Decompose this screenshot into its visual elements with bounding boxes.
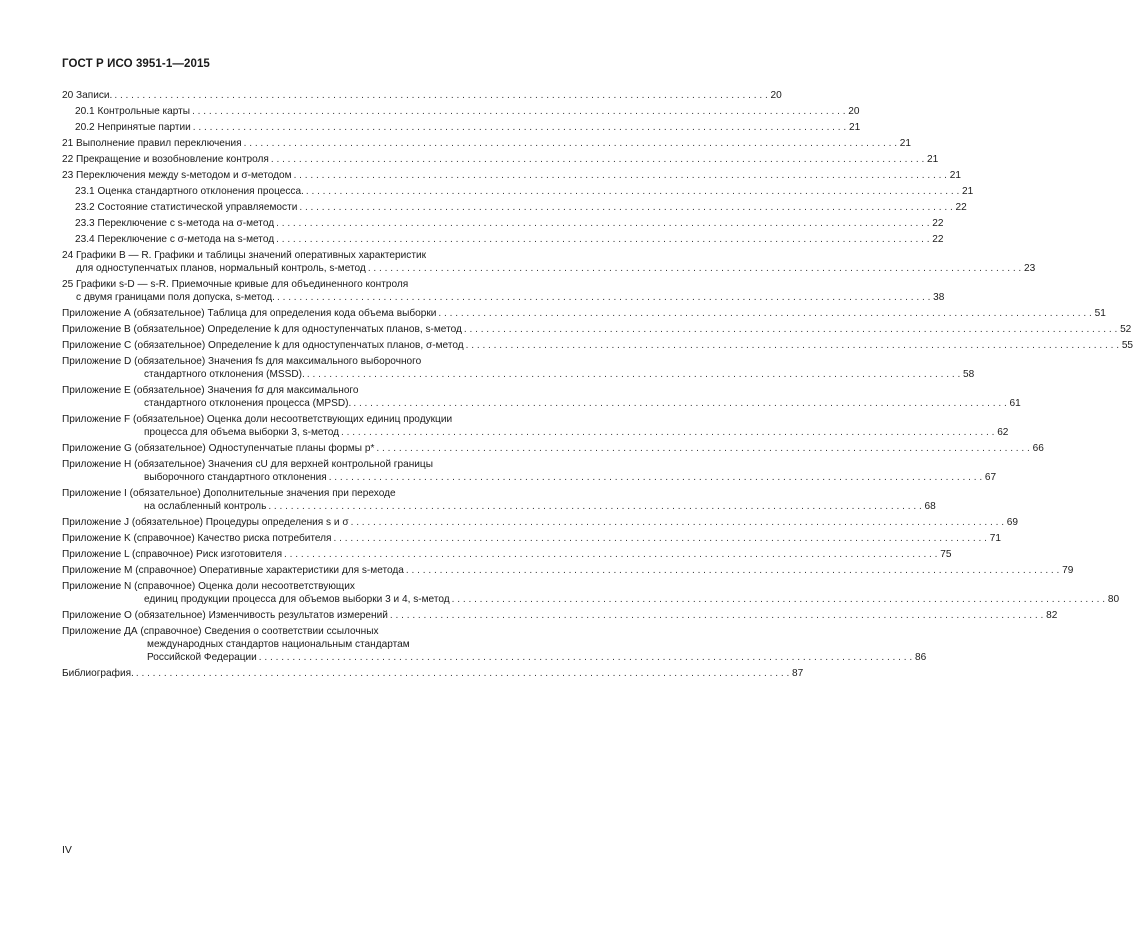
toc-entry-title: выборочного стандартного отклонения <box>144 472 327 483</box>
toc-entry-title: Приложение D (обязательное) Значения fs для максимального выборочного <box>62 356 422 367</box>
toc-line <box>62 323 1132 336</box>
toc-line <box>62 532 1001 545</box>
toc-entry[interactable] <box>62 89 782 102</box>
toc-entry-title: 21 Выполнение правил переключения <box>62 138 242 149</box>
toc-page-number: 67 <box>984 472 997 483</box>
toc-line <box>62 153 939 166</box>
toc-line <box>62 233 944 246</box>
toc-entry[interactable] <box>62 323 1132 336</box>
toc-line <box>62 471 997 484</box>
toc-page-number: 80 <box>1107 594 1120 605</box>
toc-entry[interactable] <box>62 137 912 150</box>
toc-line <box>62 89 782 102</box>
toc-entry[interactable] <box>62 249 1036 275</box>
toc-entry[interactable] <box>62 625 927 664</box>
toc-entry[interactable] <box>62 278 945 304</box>
document-header: ГОСТ Р ИСО 3951-1—2015 <box>62 58 210 70</box>
toc-line <box>62 500 936 513</box>
toc-entry[interactable] <box>62 487 936 513</box>
dot-leader <box>306 185 959 198</box>
table-of-contents <box>62 89 1133 683</box>
toc-line <box>62 667 804 680</box>
toc-line <box>62 548 952 561</box>
toc-entry-title: Приложение K (справочное) Качество риска потребителя <box>62 533 332 544</box>
dot-leader <box>268 500 921 513</box>
toc-entry-title: стандартного отклонения (MSSD). <box>144 369 305 380</box>
toc-entry-title: Приложение N (справочное) Оценка доли несоответствующих <box>62 581 355 592</box>
dot-leader <box>390 609 1043 622</box>
toc-entry[interactable] <box>62 217 944 230</box>
toc-line <box>62 105 860 118</box>
toc-entry[interactable] <box>62 233 944 246</box>
toc-page-number: 23 <box>1024 263 1036 274</box>
toc-entry-title: Приложение I (обязательное) Дополнительные значения при переходе <box>62 488 396 499</box>
toc-entry-title: международных стандартов национальным стандартам <box>147 639 410 650</box>
dot-leader <box>259 651 912 664</box>
dot-leader <box>192 105 845 118</box>
toc-entry[interactable] <box>62 564 1074 577</box>
toc-page-number: 75 <box>940 549 952 560</box>
dot-leader <box>136 667 789 680</box>
dot-leader <box>341 426 994 439</box>
toc-page-number: 58 <box>963 369 975 380</box>
toc-entry[interactable] <box>62 339 1133 352</box>
toc-entry[interactable] <box>62 667 804 680</box>
toc-entry[interactable] <box>62 580 1120 606</box>
toc-page-number: 82 <box>1046 610 1058 621</box>
toc-line <box>62 651 927 664</box>
toc-entry[interactable] <box>62 307 1106 320</box>
toc-entry-title: единиц продукции процесса для объемов выборки 3 и 4, s-метод <box>144 594 450 605</box>
toc-line <box>62 516 1019 529</box>
toc-page-number: 21 <box>899 138 912 149</box>
dot-leader <box>193 121 846 134</box>
toc-page-number: 21 <box>848 122 861 133</box>
toc-entry-title: Приложение L (справочное) Риск изготовителя <box>62 549 283 560</box>
dot-leader <box>334 532 987 545</box>
toc-page-number: 69 <box>1006 517 1019 528</box>
toc-page-number: 62 <box>997 427 1009 438</box>
page-number: IV <box>62 844 72 856</box>
toc-entry-title: Российской Федерации <box>147 652 257 663</box>
toc-entry-title: Приложение В (обязательное) Определение k для одноступенчатых планов, s-метод <box>62 324 462 335</box>
toc-entry-title: Приложение С (обязательное) Определение k для одноступенчатых планов, σ-метод <box>62 340 464 351</box>
toc-entry-title: Приложение ДА (справочное) Сведения о соответствии ссылочных <box>62 626 379 637</box>
toc-page-number: 21 <box>962 186 974 197</box>
dot-leader <box>438 307 1091 320</box>
toc-entry-title: для одноступенчатых планов, нормальный контроль, s-метод <box>76 263 366 274</box>
toc-entry-title: 23 Переключения между s-методом и σ-методом <box>62 170 292 181</box>
toc-entry[interactable] <box>62 355 975 381</box>
toc-entry[interactable] <box>62 458 997 484</box>
toc-entry[interactable] <box>62 384 1021 410</box>
toc-line <box>62 201 967 214</box>
toc-line <box>62 307 1106 320</box>
toc-entry[interactable] <box>62 442 1044 455</box>
toc-line <box>62 291 945 304</box>
toc-page-number: 79 <box>1062 565 1074 576</box>
dot-leader <box>329 471 982 484</box>
toc-entry-title: 24 Графики В — R. Графики и таблицы значений оперативных характеристик <box>62 250 427 261</box>
toc-entry[interactable] <box>62 201 967 214</box>
toc-page-number: 68 <box>924 501 936 512</box>
dot-leader <box>276 217 929 230</box>
toc-entry-title: Приложение F (обязательное) Оценка доли несоответствующих единиц продукции <box>62 414 453 425</box>
toc-line <box>62 397 1021 410</box>
dot-leader <box>307 368 960 381</box>
toc-line <box>62 217 944 230</box>
toc-entry-title: стандартного отклонения процесса (MPSD). <box>144 398 352 409</box>
dot-leader <box>452 593 1105 606</box>
toc-entry-title: Приложение А (обязательное) Таблица для определения кода объема выборки <box>62 308 437 319</box>
toc-entry[interactable] <box>62 609 1058 622</box>
toc-line <box>62 262 1036 275</box>
toc-entry-title: 20.1 Контрольные карты <box>75 106 191 117</box>
toc-line <box>62 368 975 381</box>
toc-entry[interactable] <box>62 516 1019 529</box>
toc-page-number: 21 <box>949 170 961 181</box>
dot-leader <box>406 564 1059 577</box>
toc-entry-title: 22 Прекращение и возобновление контроля <box>62 154 269 165</box>
toc-page-number: 61 <box>1009 398 1021 409</box>
dot-leader <box>244 137 897 150</box>
toc-entry[interactable] <box>62 548 952 561</box>
dot-leader <box>464 323 1117 336</box>
toc-entry[interactable] <box>62 413 1009 439</box>
toc-entry-title: 23.2 Состояние статистической управляемости <box>75 202 298 213</box>
toc-entry[interactable] <box>62 121 861 134</box>
toc-entry-title: 20 Записи. <box>62 90 113 101</box>
toc-entry-title: 25 Графики s-D — s-R. Приемочные кривые для объединенного контроля <box>62 279 409 290</box>
toc-page-number: 20 <box>770 90 782 101</box>
toc-page-number: 22 <box>932 218 944 229</box>
toc-line <box>62 426 1009 439</box>
toc-page-number: 21 <box>927 154 939 165</box>
toc-entry[interactable] <box>62 532 1001 545</box>
toc-line <box>62 137 912 150</box>
toc-page-number: 86 <box>914 652 927 663</box>
toc-line <box>62 185 974 198</box>
dot-leader <box>466 339 1119 352</box>
toc-page-number: 87 <box>792 668 804 679</box>
toc-entry-title: 20.2 Непринятые партии <box>75 122 191 133</box>
toc-entry-title: Приложение E (обязательное) Значения fσ для максимального <box>62 385 359 396</box>
toc-entry[interactable] <box>62 169 961 182</box>
toc-line <box>62 121 861 134</box>
toc-entry-title: Библиография. <box>62 668 134 679</box>
toc-entry-title: Приложение H (обязательное) Значения cU для верхней контрольной границы <box>62 459 433 470</box>
toc-page-number: 71 <box>989 533 1001 544</box>
toc-page-number: 22 <box>932 234 944 245</box>
toc-line <box>62 564 1074 577</box>
toc-entry-title: процесса для объема выборки 3, s-метод <box>144 427 339 438</box>
toc-entry-title: Приложение J (обязательное) Процедуры определения s и σ <box>62 517 349 528</box>
toc-line <box>62 442 1044 455</box>
dot-leader <box>351 516 1004 529</box>
toc-page-number: 66 <box>1032 443 1044 454</box>
toc-entry[interactable] <box>62 105 860 118</box>
toc-page-number: 38 <box>933 292 945 303</box>
toc-entry-title: 23.4 Переключение с σ-метода на s-метод <box>75 234 275 245</box>
dot-leader <box>284 548 937 561</box>
dot-leader <box>294 169 947 182</box>
toc-entry-title: Приложение G (обязательное) Одноступенчатые планы формы p* <box>62 443 375 454</box>
toc-page-number: 20 <box>848 106 860 117</box>
toc-page-number: 51 <box>1094 308 1106 319</box>
toc-page-number: 55 <box>1121 340 1133 351</box>
dot-leader <box>277 291 930 304</box>
toc-line <box>62 339 1133 352</box>
toc-entry-title: с двумя границами поля допуска, s-метод. <box>76 292 275 303</box>
dot-leader <box>376 442 1029 455</box>
toc-line <box>62 609 1058 622</box>
dot-leader <box>114 89 767 102</box>
dot-leader <box>353 397 1006 410</box>
toc-entry-title: Приложение M (справочное) Оперативные характеристики для s-метода <box>62 565 404 576</box>
toc-entry-title: 23.3 Переключение с s-метода на σ-метод <box>75 218 275 229</box>
toc-line <box>62 593 1120 606</box>
toc-entry[interactable] <box>62 153 939 166</box>
dot-leader <box>368 262 1021 275</box>
toc-entry-title: Приложение О (обязательное) Изменчивость результатов измерений <box>62 610 388 621</box>
dot-leader <box>299 201 952 214</box>
dot-leader <box>271 153 924 166</box>
toc-entry-title: на ослабленный контроль <box>144 501 267 512</box>
toc-entry-title: 23.1 Оценка стандартного отклонения процесса. <box>75 186 304 197</box>
toc-line <box>62 169 961 182</box>
dot-leader <box>276 233 929 246</box>
toc-entry[interactable] <box>62 185 974 198</box>
toc-page-number: 52 <box>1120 324 1132 335</box>
toc-page-number: 22 <box>955 202 967 213</box>
